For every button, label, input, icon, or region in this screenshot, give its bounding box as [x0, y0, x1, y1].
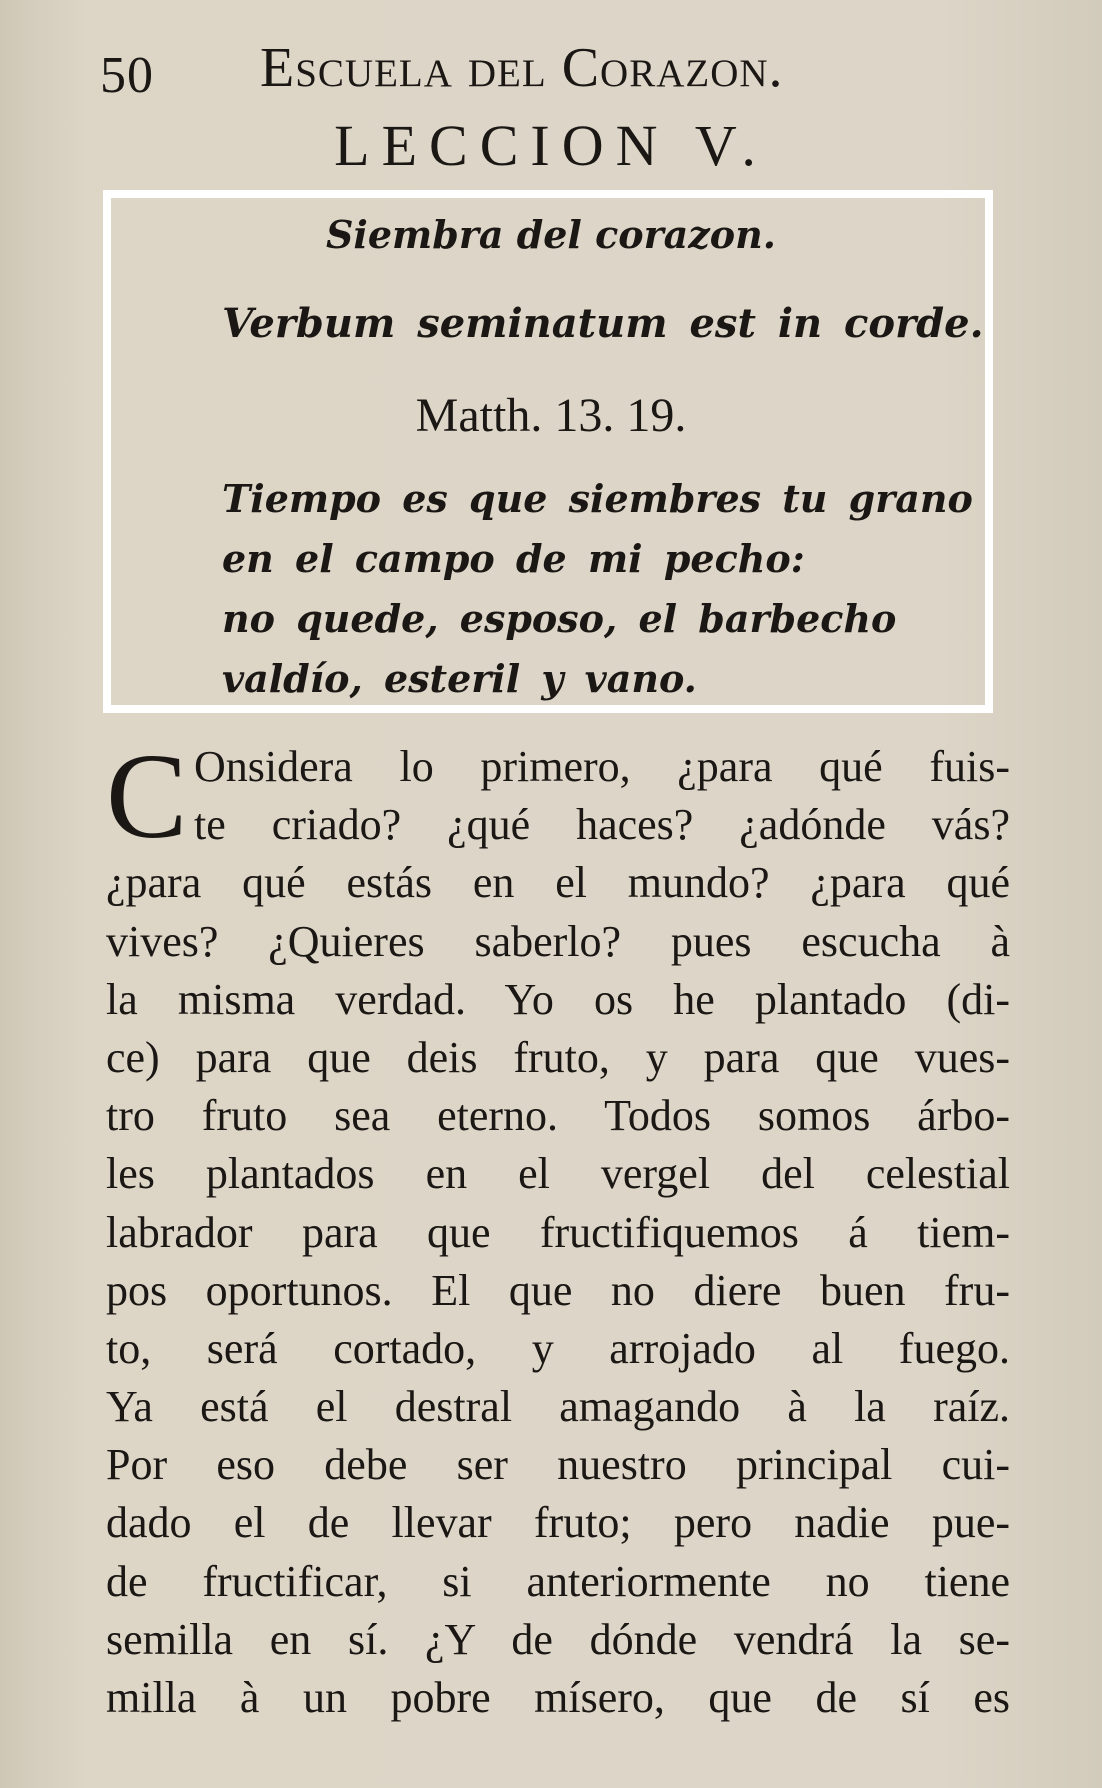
scripture-citation: Matth. 13. 19.: [415, 389, 687, 442]
body-line: pos oportunos. El que no diere buen fru-: [106, 1265, 1010, 1315]
body-line: te criado? ¿qué haces? ¿adónde vás?: [194, 800, 1010, 850]
body-line: ce) para que deis fruto, y para que vues-: [106, 1032, 1010, 1082]
body-line: vives? ¿Quieres saberlo? pues escucha à: [106, 916, 1010, 966]
body-line: dado el de llevar fruto; pero nadie pue-: [106, 1498, 1010, 1548]
body-line: de fructificar, si anteriormente no tiene: [106, 1556, 1010, 1606]
verse-line: no quede, esposo, el barbecho: [222, 596, 897, 641]
body-line: ¿para qué estás en el mundo? ¿para qué: [106, 858, 1010, 908]
page-number: 50: [100, 47, 154, 104]
body-line: Por eso debe ser nuestro principal cui-: [106, 1440, 1010, 1490]
body-text: [106, 729, 1010, 1727]
lesson-subtitle: Siembra del corazon.: [325, 212, 777, 257]
body-line: labrador para que fructifiquemos á tiem-: [106, 1207, 1010, 1257]
body-line: tro fruto sea eterno. Todos somos árbo-: [106, 1091, 1010, 1141]
body-line: les plantados en el vergel del celestial: [106, 1149, 1010, 1199]
body-line: milla à un pobre mísero, que de sí es: [106, 1673, 1010, 1722]
verse-line: valdío, esteril y vano.: [222, 656, 697, 701]
drop-cap: C: [106, 729, 188, 864]
verse-line: en el campo de mi pecho:: [222, 536, 805, 581]
body-line: la misma verdad. Yo os he plantado (di-: [106, 974, 1010, 1024]
book-title: Escuela del Corazon.: [260, 37, 784, 99]
body-line: semilla en sí. ¿Y de dónde vendrá la se-: [106, 1614, 1010, 1664]
body-line: Onsidera lo primero, ¿para qué fuis-: [194, 742, 1010, 791]
body-line: Ya está el destral amagando à la raíz.: [106, 1382, 1010, 1432]
running-head: [100, 36, 982, 116]
verse-line: Tiempo es que siembres tu grano: [222, 476, 973, 521]
body-line: to, será cortado, y arrojado al fuego.: [106, 1323, 1010, 1373]
lesson-title: LECCION V.: [334, 113, 768, 178]
latin-epigraph: Verbum seminatum est in corde.: [222, 300, 984, 347]
